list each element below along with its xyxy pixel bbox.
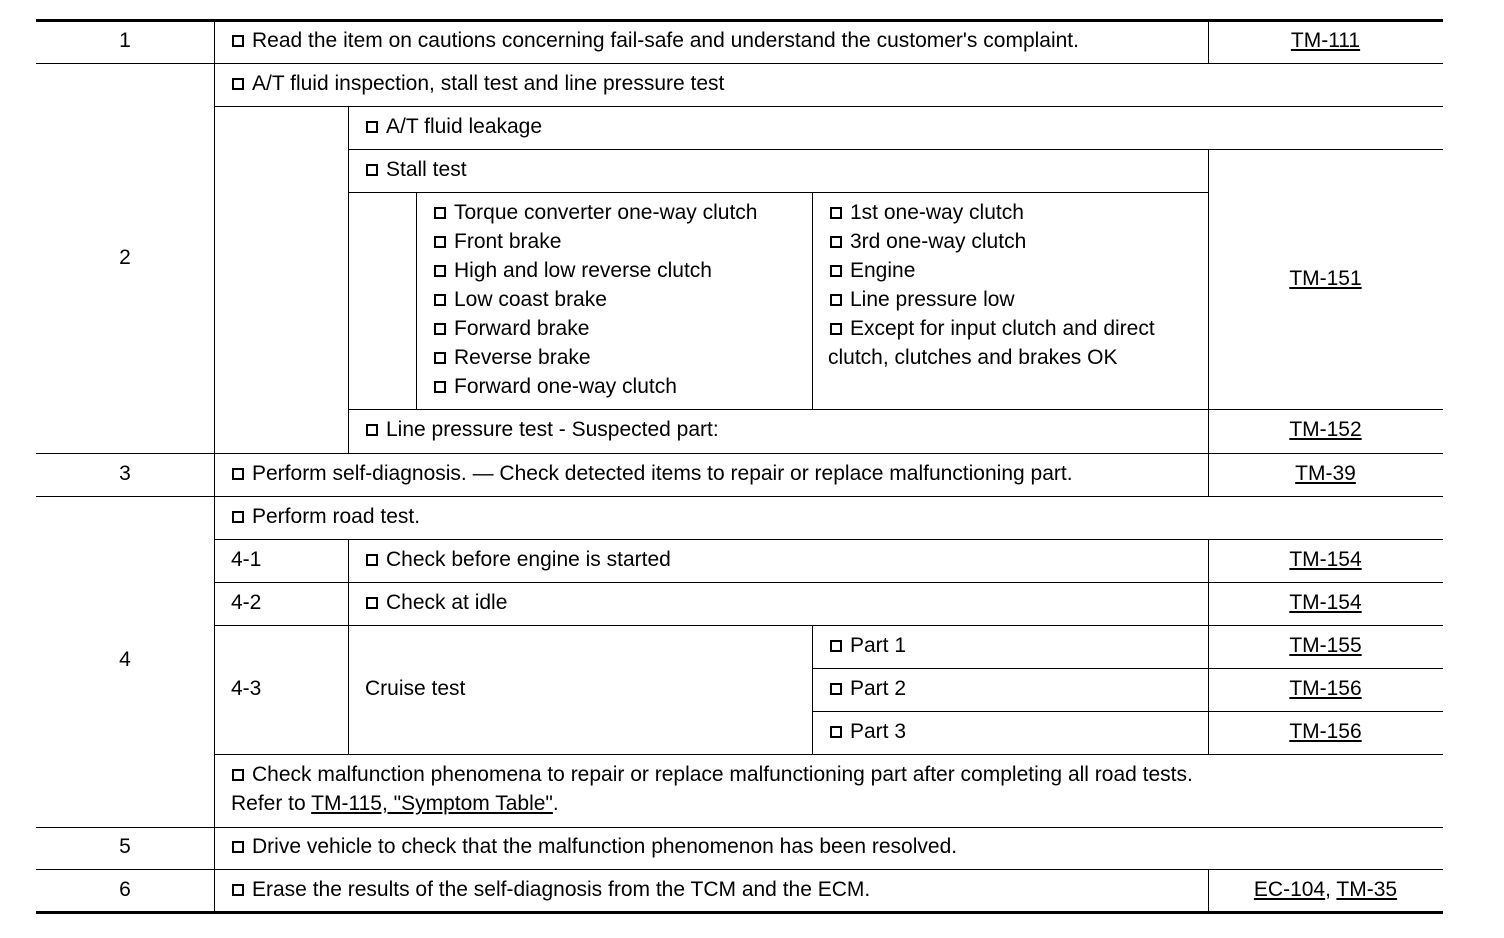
stall-item-text: Engine	[850, 259, 916, 282]
rule-after-4-2	[214, 625, 1443, 626]
stall-test-ref	[1208, 264, 1443, 293]
step-4-footer-text: Check malfunction phenomena to repair or replace malfunctioning part after completing all road tests.	[252, 763, 1193, 786]
stall-item-text: Reverse brake	[454, 346, 591, 369]
cruise-test-label: Cruise test	[365, 677, 466, 700]
cruise-part-3-ref	[1208, 717, 1443, 746]
step-number-2: 2	[119, 246, 131, 269]
stall-item-9	[830, 227, 1026, 256]
cruise-part-3-text: Part 3	[850, 720, 907, 743]
checkbox[interactable]	[830, 236, 842, 248]
stall-item-8	[830, 198, 1024, 227]
step-number-1: 1	[119, 29, 131, 52]
step-3-item	[232, 459, 1073, 488]
step-3-ref	[1208, 459, 1443, 488]
refer-period: .	[552, 792, 559, 815]
checkbox[interactable]	[232, 468, 244, 480]
sub-indent-divider-step-2	[348, 106, 349, 453]
checkbox[interactable]	[434, 236, 446, 248]
substep-4-1-text: Check before engine is started	[386, 548, 671, 571]
line-pressure-item	[366, 415, 719, 444]
rule-after-step-3	[36, 496, 1443, 497]
rule-after-step-4	[36, 827, 1443, 828]
rule-after-part-1	[812, 668, 1443, 669]
substep-4-2-item	[366, 588, 507, 617]
refer-to-text: Refer to	[231, 792, 312, 815]
step-6-refs	[1208, 875, 1443, 904]
stall-item-text: Except for input clutch and direct	[850, 317, 1155, 340]
rule-after-part-2	[812, 711, 1443, 712]
line-pressure-text: Line pressure test - Suspected part:	[386, 418, 719, 441]
step-1-text: Read the item on cautions concerning fail-safe and understand the customer's complaint.	[252, 29, 1079, 52]
table-top-rule	[36, 19, 1443, 22]
cruise-part-1-text: Part 1	[850, 634, 907, 657]
stall-test-item	[366, 155, 467, 184]
checkbox[interactable]	[434, 381, 446, 393]
cruise-part-3-item	[830, 717, 906, 746]
checkbox[interactable]	[232, 511, 244, 523]
rule-after-step-5	[36, 869, 1443, 870]
ref-link-tm-154[interactable]: TM-154	[1289, 591, 1362, 614]
checkbox[interactable]	[830, 683, 842, 695]
cruise-parts-divider	[812, 625, 813, 754]
stall-item-10	[830, 256, 915, 285]
fluid-leakage-text: A/T fluid leakage	[386, 115, 543, 138]
stall-item-2	[434, 227, 561, 256]
cruise-part-2-ref	[1208, 674, 1443, 703]
step-column-divider	[214, 20, 215, 912]
stall-item-text: Line pressure low	[850, 288, 1015, 311]
checkbox[interactable]	[232, 841, 244, 853]
checkbox[interactable]	[232, 769, 244, 781]
checkbox[interactable]	[366, 424, 378, 436]
rule-after-step-2	[36, 453, 1443, 454]
ref-link-tm-156[interactable]: TM-156	[1289, 677, 1362, 700]
stall-inner-indent-divider	[416, 192, 417, 409]
ref-link-tm-151[interactable]: TM-151	[1289, 267, 1362, 290]
step-4-footer-item	[232, 760, 1193, 789]
substep-4-2-ref	[1208, 588, 1443, 617]
stall-item-1	[434, 198, 758, 227]
ref-link-tm-111[interactable]: TM-111	[1290, 29, 1361, 52]
cruise-part-2-text: Part 2	[850, 677, 907, 700]
stall-item-text: Forward brake	[454, 317, 590, 340]
ref-link-tm-152[interactable]: TM-152	[1289, 418, 1362, 441]
substep-4-1-item	[366, 545, 671, 574]
step-number-5: 5	[119, 835, 131, 858]
step-4-footer-refer-line	[231, 789, 559, 818]
rule-after-step-1	[36, 63, 1443, 64]
stall-item-11	[830, 285, 1015, 314]
stall-item-text: Front brake	[454, 230, 562, 253]
checkbox[interactable]	[232, 78, 244, 90]
step-4-header-text: Perform road test.	[252, 505, 421, 528]
checkbox[interactable]	[232, 884, 244, 896]
checkbox[interactable]	[830, 726, 842, 738]
stall-item-7	[434, 372, 677, 401]
stall-test-text: Stall test	[386, 158, 467, 181]
step-number-3: 3	[119, 462, 131, 485]
checkbox[interactable]	[830, 207, 842, 219]
checkbox[interactable]	[434, 323, 446, 335]
checkbox[interactable]	[830, 640, 842, 652]
rule-after-step-2-header	[214, 106, 1443, 107]
stall-item-text: Torque converter one-way clutch	[454, 201, 758, 224]
ref-separator: ,	[1325, 878, 1337, 901]
ref-link-tm-156[interactable]: TM-156	[1289, 720, 1362, 743]
cruise-part-1-item	[830, 631, 906, 660]
table-bottom-rule	[36, 911, 1443, 914]
step-6-item	[232, 875, 870, 904]
step-5-text: Drive vehicle to check that the malfunction phenomenon has been resolved.	[252, 835, 958, 858]
checkbox[interactable]	[366, 597, 378, 609]
step-3-text: Perform self-diagnosis. — Check detected items to repair or replace malfunctioning part.	[252, 462, 1073, 485]
cruise-part-1-ref	[1208, 631, 1443, 660]
rule-after-fluid-leakage	[348, 149, 1443, 150]
ref-link-tm-154[interactable]: TM-154	[1289, 548, 1362, 571]
checkbox[interactable]	[830, 294, 842, 306]
step-4-header-item	[232, 502, 420, 531]
fluid-leakage-item	[366, 112, 542, 141]
substep-number-4-2: 4-2	[231, 591, 262, 614]
substep-4-2-text: Check at idle	[386, 591, 508, 614]
cruise-part-2-item	[830, 674, 906, 703]
substep-number-4-1: 4-1	[231, 548, 262, 571]
checkbox[interactable]	[830, 265, 842, 277]
checkbox[interactable]	[830, 323, 842, 335]
checkbox[interactable]	[366, 164, 378, 176]
ref-link-ec-104[interactable]: EC-104	[1253, 878, 1326, 901]
line-pressure-ref	[1208, 415, 1443, 444]
rule-after-step-4-header	[214, 539, 1443, 540]
ref-link-tm-39[interactable]: TM-39	[1295, 462, 1356, 485]
checkbox[interactable]	[434, 265, 446, 277]
step-5-item	[232, 832, 957, 861]
ref-divider-stall	[1208, 149, 1209, 453]
stall-item-5	[434, 314, 589, 343]
stall-item-text: Forward one-way clutch	[454, 375, 677, 398]
stall-item-12-continued: clutch, clutches and brakes OK	[828, 346, 1118, 369]
rule-after-4-3	[214, 754, 1443, 755]
rule-after-stall-list	[348, 409, 1443, 410]
substep-4-1-ref	[1208, 545, 1443, 574]
stall-item-12	[830, 314, 1155, 343]
step-1-ref	[1208, 26, 1443, 55]
rule-after-stall-test	[348, 192, 1208, 193]
stall-item-3	[434, 256, 712, 285]
checkbox[interactable]	[434, 352, 446, 364]
step-number-4: 4	[119, 648, 131, 671]
stall-item-text: 1st one-way clutch	[850, 201, 1024, 224]
step-6-text: Erase the results of the self-diagnosis from the TCM and the ECM.	[252, 878, 871, 901]
step-number-6: 6	[119, 878, 131, 901]
step-1-item	[232, 26, 1079, 55]
checkbox[interactable]	[434, 294, 446, 306]
substep-number-divider	[348, 539, 349, 754]
ref-link-symptom-table[interactable]: TM-115, "Symptom Table"	[311, 792, 553, 815]
step-2-header-text: A/T fluid inspection, stall test and line pressure test	[252, 72, 725, 95]
checkbox[interactable]	[366, 554, 378, 566]
ref-link-tm-155[interactable]: TM-155	[1289, 634, 1362, 657]
rule-after-4-1	[214, 582, 1443, 583]
stall-item-text: High and low reverse clutch	[454, 259, 712, 282]
stall-columns-divider	[812, 192, 813, 409]
ref-link-tm-35[interactable]: TM-35	[1336, 878, 1398, 901]
checkbox[interactable]	[232, 35, 244, 47]
step-2-header-item	[232, 69, 724, 98]
stall-item-text: Low coast brake	[454, 288, 607, 311]
checkbox[interactable]	[434, 207, 446, 219]
checkbox[interactable]	[366, 121, 378, 133]
stall-item-text: 3rd one-way clutch	[850, 230, 1027, 253]
stall-item-6	[434, 343, 591, 372]
substep-number-4-3: 4-3	[231, 677, 262, 700]
stall-item-4	[434, 285, 607, 314]
